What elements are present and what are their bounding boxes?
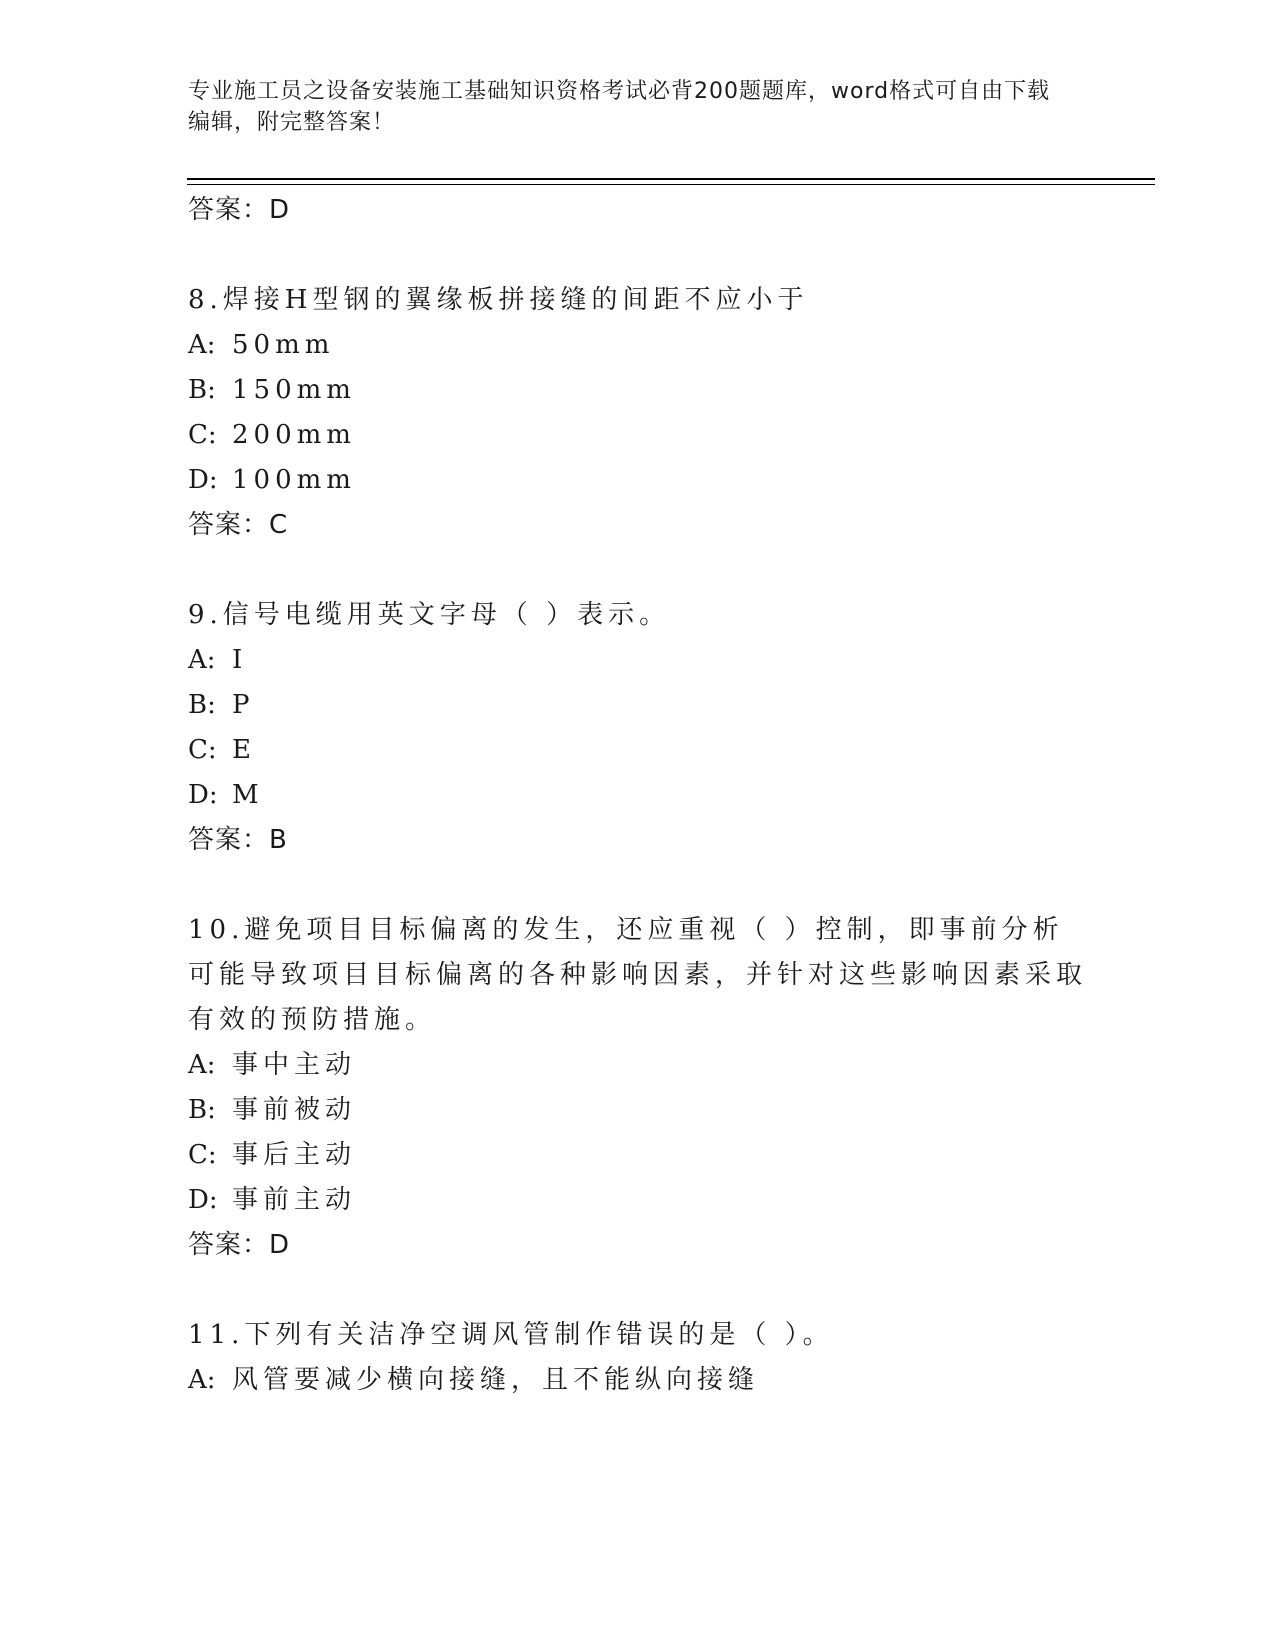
option-text: 事前主动 <box>232 1185 357 1215</box>
option-c <box>188 413 1088 458</box>
option-b <box>188 1088 1088 1133</box>
option-letter: B: <box>188 690 216 720</box>
option-text: 200mm <box>232 420 356 450</box>
option-letter: D: <box>188 780 218 810</box>
option-letter: C: <box>188 1140 217 1170</box>
option-letter: D: <box>188 1185 218 1215</box>
option-letter: A: <box>188 1365 216 1395</box>
option-letter: B: <box>188 1095 216 1125</box>
header-rule-thin <box>187 184 1155 185</box>
answer-line: 答案：C <box>188 510 289 540</box>
option-c <box>188 1133 1088 1178</box>
option-text: M <box>232 780 264 810</box>
header-rule-thick <box>187 178 1155 180</box>
answer-line: 答案：D <box>188 195 291 225</box>
question-9: 9.信号电缆用英文字母（ ）表示。 <box>188 600 671 630</box>
option-text: 事中主动 <box>232 1050 357 1080</box>
option-b <box>188 683 1088 728</box>
option-a <box>188 1358 1088 1403</box>
option-text: 事前被动 <box>232 1095 357 1125</box>
option-d <box>188 458 1088 503</box>
option-a <box>188 1043 1088 1088</box>
option-a <box>188 638 1088 683</box>
option-text: 150mm <box>232 375 356 405</box>
option-text: E <box>232 735 256 765</box>
option-d <box>188 1178 1088 1223</box>
option-letter: A: <box>188 1050 216 1080</box>
option-text: 事后主动 <box>232 1140 357 1170</box>
question-10: 10.避免项目目标偏离的发生，还应重视（ ）控制，即事前分析可能导致项目目标偏离的各种影响因素，并针对这些影响因素采取有效的预防措施。 <box>188 915 1088 1035</box>
question-list <box>188 188 1088 1403</box>
option-letter: A: <box>188 330 216 360</box>
option-b <box>188 368 1088 413</box>
option-letter: C: <box>188 420 217 450</box>
option-text: P <box>232 690 255 720</box>
option-letter: B: <box>188 375 216 405</box>
option-letter: A: <box>188 645 216 675</box>
option-letter: C: <box>188 735 217 765</box>
option-a <box>188 323 1088 368</box>
question-11: 11.下列有关洁净空调风管制作错误的是（ ）。 <box>188 1320 834 1350</box>
option-text: 风管要减少横向接缝，且不能纵向接缝 <box>232 1365 760 1395</box>
document-header: 专业施工员之设备安装施工基础知识资格考试必背200题题库，word格式可自由下载编辑，附完整答案！ <box>188 79 1051 135</box>
question-8: 8.焊接H型钢的翼缘板拼接缝的间距不应小于 <box>188 285 809 315</box>
option-d <box>188 773 1088 818</box>
option-text: 50mm <box>232 330 335 360</box>
option-c <box>188 728 1088 773</box>
option-text: 100mm <box>232 465 356 495</box>
option-text: I <box>232 645 248 675</box>
answer-line: 答案：B <box>188 825 288 855</box>
answer-line: 答案：D <box>188 1230 291 1260</box>
option-letter: D: <box>188 465 218 495</box>
